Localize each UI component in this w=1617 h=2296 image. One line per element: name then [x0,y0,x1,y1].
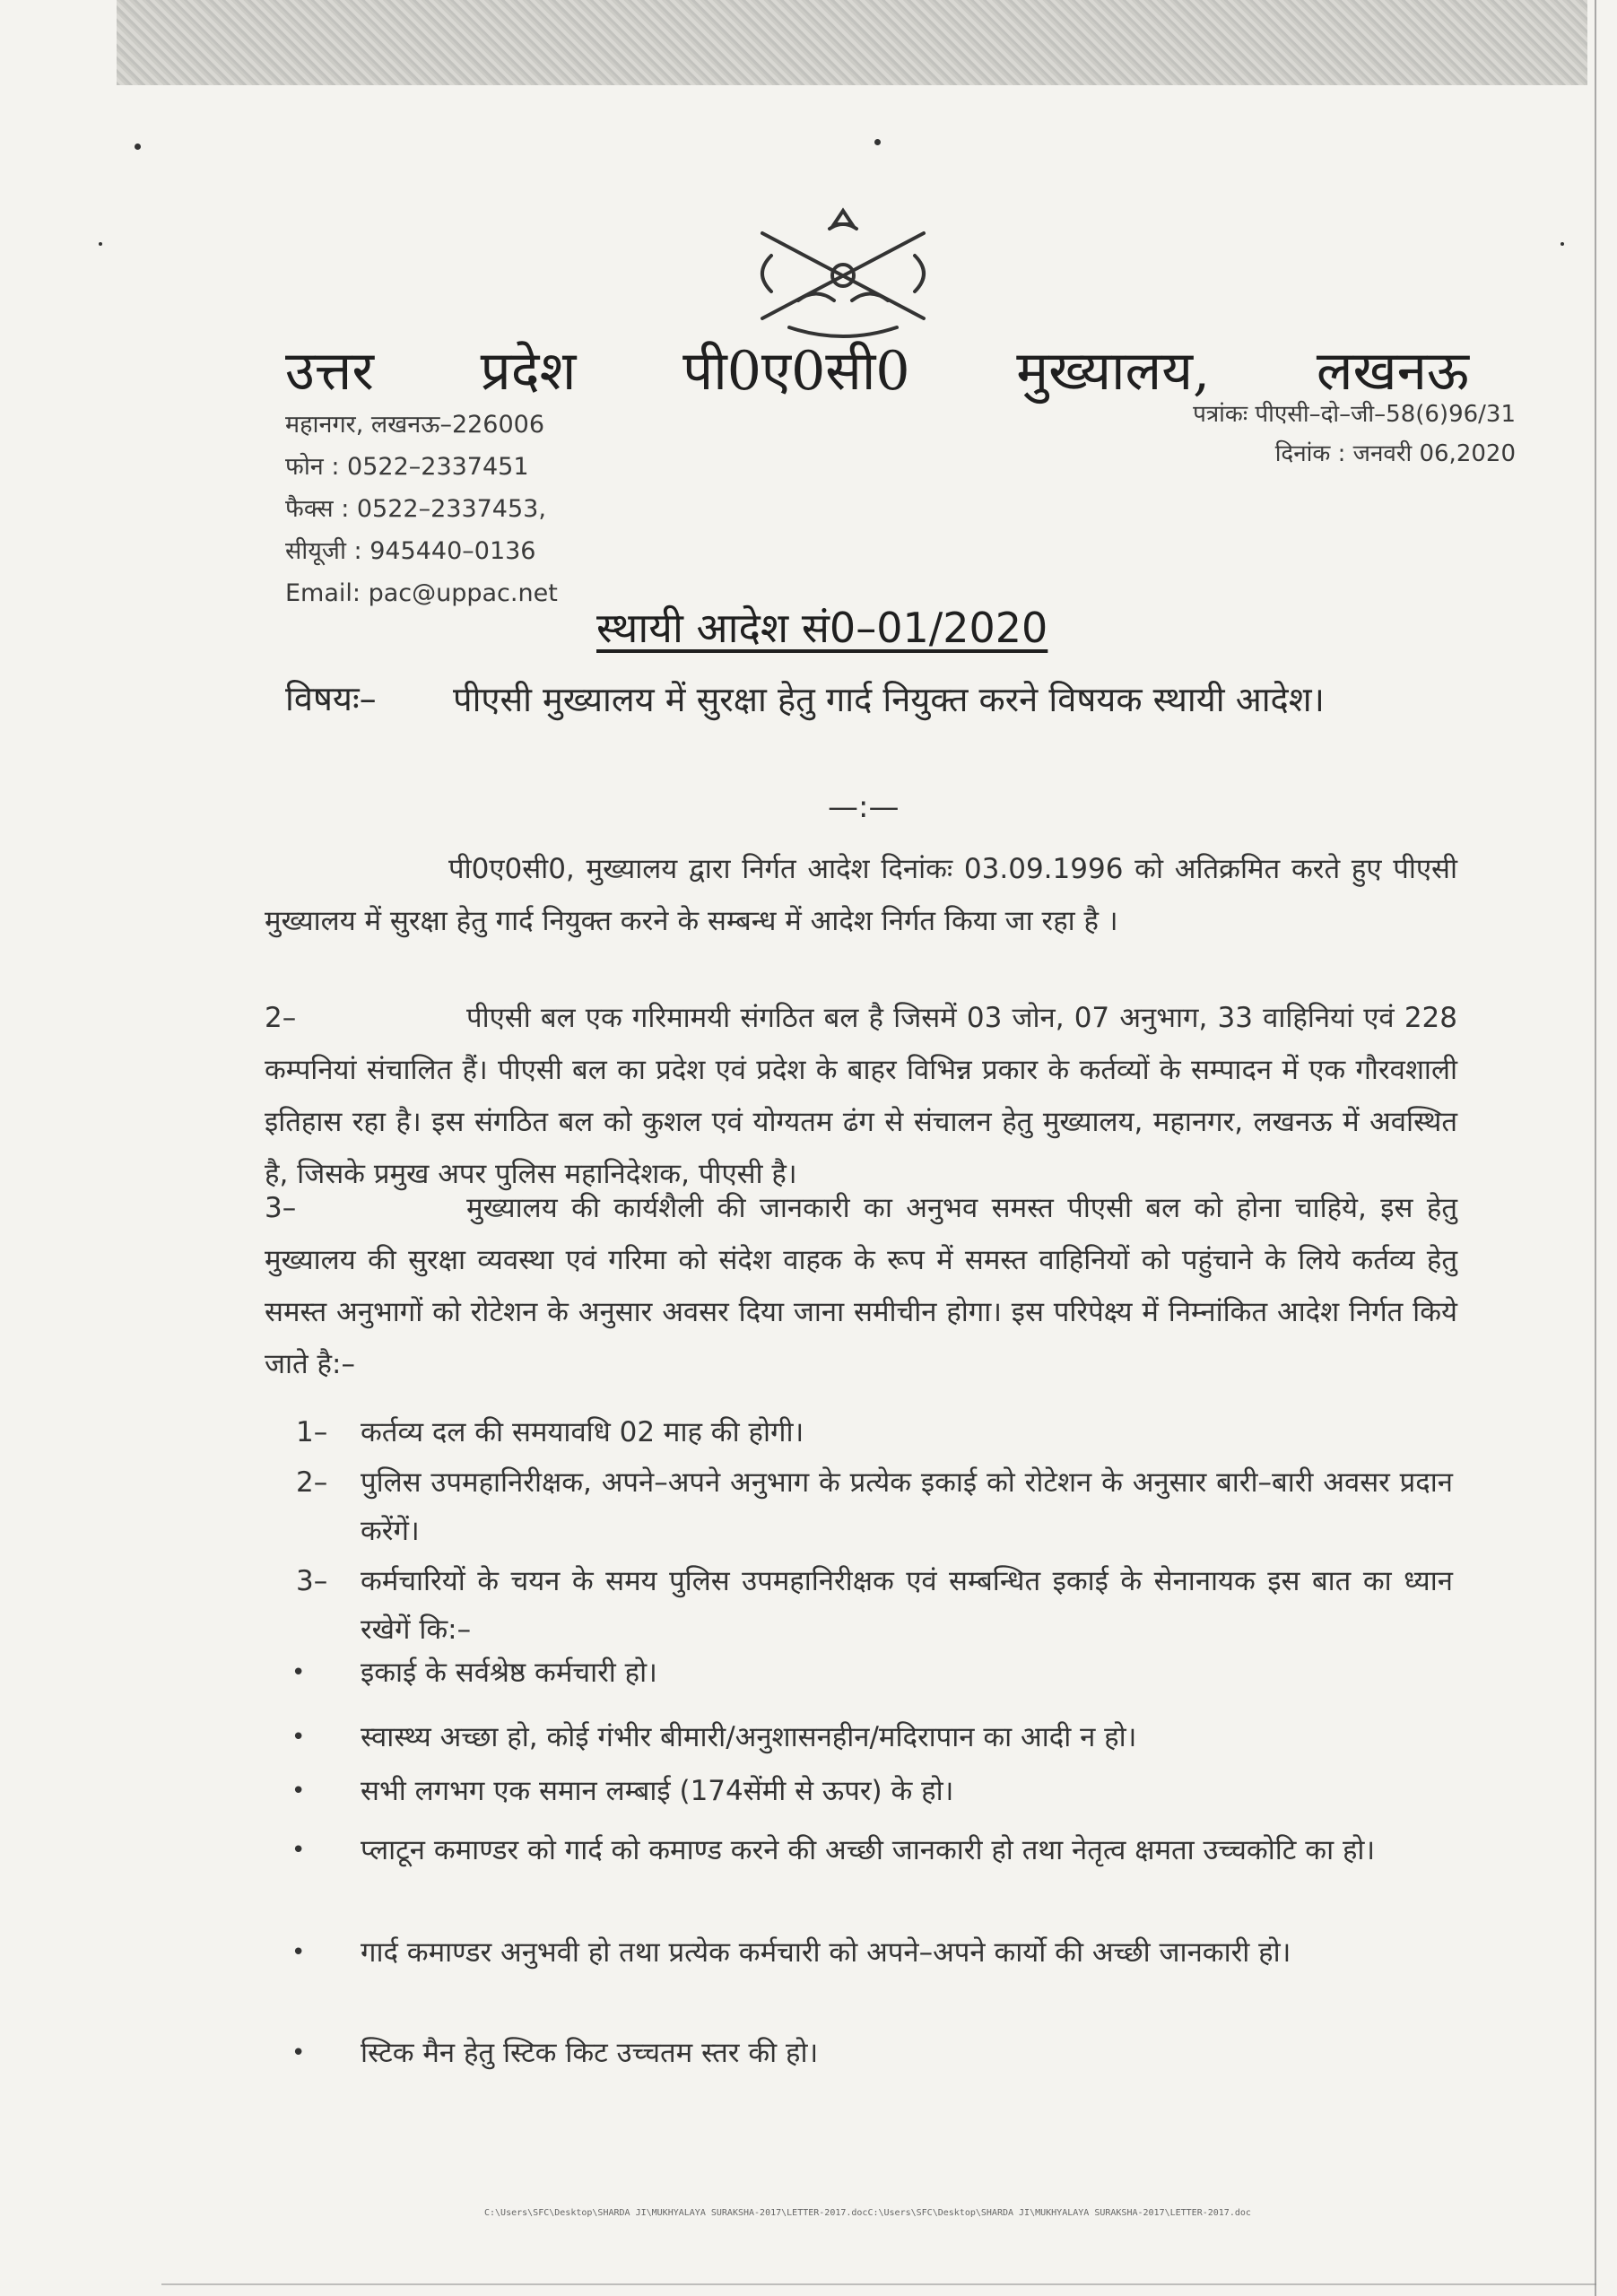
scan-speck [135,144,141,150]
paragraph-3 [265,1182,1457,1390]
scan-artifact-strip [117,0,1587,85]
bullet-icon: • [291,1778,306,1805]
title-word: प्रदेश [480,340,577,403]
point-number: 2– [296,1466,328,1499]
bullet-text: प्लाटून कमाण्डर को गार्द को कमाण्ड करने की अच्छी जानकारी हो तथा नेतृत्व क्षमता उच्चकोटि का हो। [361,1834,1376,1866]
letter-number: पत्रांकः पीएसी–दो–जी–58(6)96/31 [1193,401,1516,428]
page-edge [1595,0,1596,2296]
bullet-item [291,1928,1457,1977]
bullet-text: स्टिक मैन हेतु स्टिक किट उच्चतम स्तर की हो। [361,2037,819,2069]
title-word: लखनऊ [1316,340,1469,403]
bullet-item [291,1826,1457,1874]
numbered-point [296,1557,1453,1654]
order-title: स्थायी आदेश सं0–01/2020 [596,604,1048,652]
bullet-icon: • [291,1724,306,1751]
paragraph-text: पीएसी बल एक गरिमामयी संगठित बल है जिसमें 03 जोन, 07 अनुभाग, 33 वाहिनियां एवं 228 कम्पनियां संचालित हैं। पीएसी बल का प्रदेश एवं प्रदेश के बाहर विभिन्न प्रकार के कर्तव्यों के सम्पादन में एक गौरवशाली इतिहास रहा है। इस संगठित बल को कुशल एवं योग्यतम ढंग से संचालन हेतु मुख्यालय, महानगर, लखनऊ में अवस्थित है, जिसके प्रमुख अपर पुलिस महानिदेशक, पीएसी है। [265,1002,1457,1190]
contact-block [285,404,558,614]
letter-date: दिनांक : जनवरी 06,2020 [1274,440,1516,467]
reference-block [1085,395,1516,474]
title-word: मुख्यालय, [1016,340,1211,403]
bullet-text: इकाई के सर्वश्रेष्ठ कर्मचारी हो। [361,1657,657,1689]
bullet-item [291,1767,1457,1815]
page-edge [161,2283,1596,2285]
bullet-icon: • [291,1659,306,1686]
paragraph-1: पी0ए0सी0, मुख्यालय द्वारा निर्गत आदेश दिनांकः 03.09.1996 को अतिक्रमित करते हुए पीएसी मुख्यालय में सुरक्षा हेतु गार्द नियुक्त करने के सम्बन्ध में आदेश निर्गत किया जा रहा है । [265,853,1457,937]
bullet-text: गार्द कमाण्डर अनुभवी हो तथा प्रत्येक कर्मचारी को अपने–अपने कार्यो की अच्छी जानकारी हो। [361,1936,1291,1969]
point-number: 3– [296,1565,328,1597]
point-text: कर्तव्य दल की समयावधि 02 माह की होगी। [361,1416,804,1448]
bullet-icon: • [291,1837,306,1864]
bullet-text: सभी लगभग एक समान लम्बाई (174सेंमी से ऊपर) के हो। [361,1775,954,1807]
paragraph-number: 2– [265,1002,297,1034]
scan-speck [1560,242,1564,246]
title-word: पी0ए0सी0 [682,340,910,403]
paragraph-number: 3– [265,1192,297,1224]
fax-line: फैक्स : 0522–2337453, [285,495,546,523]
phone-line: फोन : 0522–2337451 [285,453,529,481]
email-line: Email: pac@uppac.net [285,579,558,607]
cug-line: सीयूजी : 945440–0136 [285,537,536,565]
paragraph-2 [265,992,1457,1200]
address-line: महानगर, लखनऊ–226006 [285,411,545,439]
separator: —:— [828,789,900,825]
point-text: कर्मचारियों के चयन के समय पुलिस उपमहानिरीक्षक एवं सम्बन्धित इकाई के सेनानायक इस बात का ध्यान रखेगें कि:– [361,1565,1453,1646]
numbered-point [296,1458,1453,1555]
subject-label: विषयः– [285,679,377,718]
paragraph-text: मुख्यालय की कार्यशैली की जानकारी का अनुभव समस्त पीएसी बल को होना चाहिये, इस हेतु मुख्यालय की सुरक्षा व्यवस्था एवं गरिमा को संदेश वाहक के रूप में समस्त वाहिनियों को पहुंचाने के लिये कर्तव्य हेतु समस्त अनुभागों को रोटेशन के अनुसार अवसर दिया जाना समीचीन होगा। इस परिपेक्ष्य में निम्नांकित आदेश निर्गत किये जाते है:– [265,1192,1457,1380]
numbered-point [296,1408,1453,1457]
title-word: उत्तर [285,340,374,403]
bullet-icon: • [291,1939,306,1966]
scan-speck [874,139,881,145]
bullet-item [291,1648,1457,1697]
bullet-item [291,2029,1457,2077]
point-text: पुलिस उपमहानिरीक्षक, अपने–अपने अनुभाग के प्रत्येक इकाई को रोटेशन के अनुसार बारी–बारी अवसर प्रदान करेंगें। [361,1466,1453,1547]
file-path-footer: C:\Users\SFC\Desktop\SHARDA JI\MUKHYALAYA SURAKSHA-2017\LETTER-2017.docC:\Users\SFC\Desktop\SHARDA JI\MUKHYALAYA SURAKSHA-2017\LETTER-2017.doc [484,2208,1251,2218]
bullet-item [291,1713,1457,1761]
bullet-icon: • [291,2039,306,2066]
emblem-icon [735,202,951,345]
point-number: 1– [296,1416,328,1448]
scan-speck [99,242,102,246]
subject-text: पीएसी मुख्यालय में सुरक्षा हेतु गार्द नियुक्त करने विषयक स्थायी आदेश। [453,680,1325,719]
bullet-text: स्वास्थ्य अच्छा हो, कोई गंभीर बीमारी/अनुशासनहीन/मदिरापान का आदी न हो। [361,1721,1137,1753]
